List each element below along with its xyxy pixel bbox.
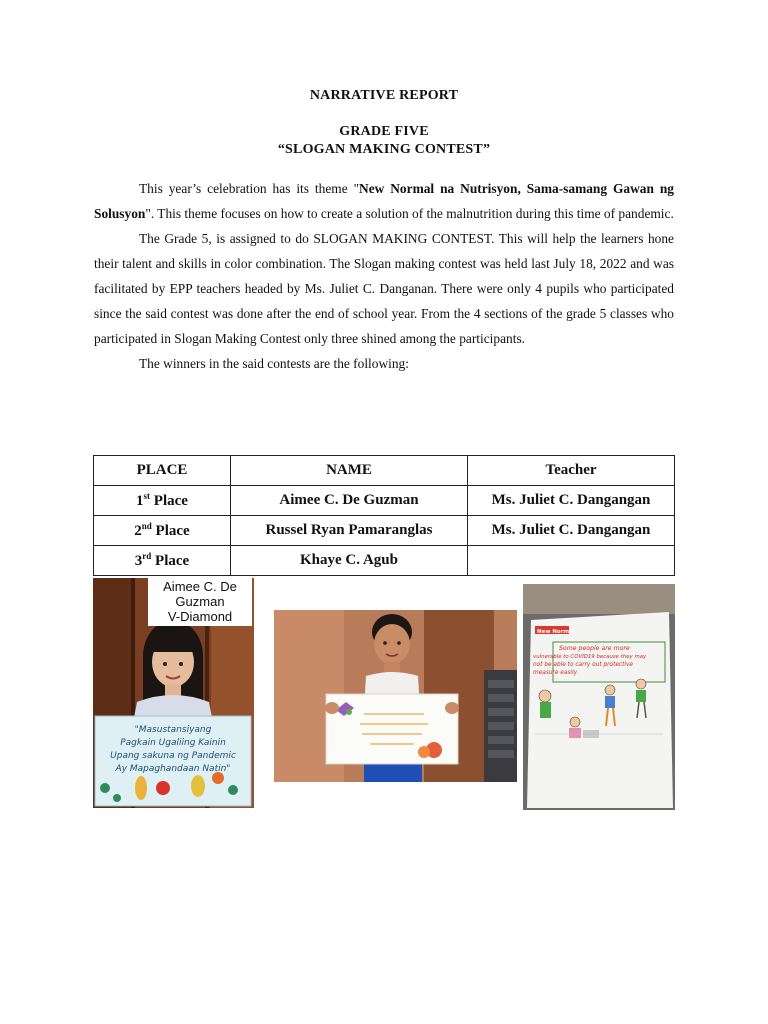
paragraph-theme <box>94 176 674 226</box>
teacher-cell <box>468 546 675 576</box>
place-cell: 2nd Place <box>94 516 231 546</box>
paragraph-assignment: The Grade 5, is assigned to do SLOGAN MAKING CONTEST. This will help the learners hone their talent and skills in color combination. The Slogan making contest was held last July 18, 2022 and was facilitated by EPP teachers headed by Ms. Juliet C. Danganan. There were only 4 pupils who participated since the said contest was done after the end of school year. From the 4 sections of the grade 5 classes who participated in Slogan Making Contest only three shined among the participants. <box>94 231 674 346</box>
theme-intro: This year’s celebration has its theme " <box>139 181 360 196</box>
winner-photo-1 <box>93 578 254 808</box>
winner-photo-3 <box>523 584 675 810</box>
theme-name: New Normal na Nutrisyon, Sama-samang Gawan ng Solusyon <box>94 181 675 221</box>
winners-table <box>93 455 675 576</box>
svg-text:vulnerable to COVID19 because: vulnerable to COVID19 because they may <box>533 654 647 660</box>
name-cell: Khaye C. Agub <box>231 546 468 576</box>
photo-caption: Aimee C. De Guzman V-Diamond <box>148 578 252 626</box>
header-name: NAME <box>231 456 468 486</box>
svg-text:Ay Mapaghandaan Natin": Ay Mapaghandaan Natin" <box>115 764 231 774</box>
svg-text:measure easily: measure easily <box>533 670 578 676</box>
grade-heading: GRADE FIVE <box>339 124 429 139</box>
table-row <box>94 486 675 516</box>
svg-text:Pagkain Ugaliing Kainin: Pagkain Ugaliing Kainin <box>120 738 226 748</box>
name-cell: Aimee C. De Guzman <box>231 486 468 516</box>
svg-text:Upang sakuna ng Pandemic: Upang sakuna ng Pandemic <box>110 751 236 761</box>
report-title: NARRATIVE REPORT <box>309 88 459 103</box>
contest-heading: “SLOGAN MAKING CONTEST” <box>277 142 491 157</box>
paragraph-winners-intro: The winners in the said contests are the following: <box>139 356 409 371</box>
table-header-row <box>94 456 675 486</box>
teacher-cell: Ms. Juliet C. Dangangan <box>468 516 675 546</box>
svg-text:Some people are more: Some people are more <box>559 645 630 652</box>
table-row <box>94 516 675 546</box>
table-row <box>94 546 675 576</box>
header-teacher: Teacher <box>468 456 675 486</box>
header-place: PLACE <box>94 456 231 486</box>
svg-text:New Normal: New Normal <box>537 629 575 635</box>
svg-text:"Masustansiyang: "Masustansiyang <box>134 725 212 735</box>
report-body <box>94 176 674 376</box>
name-cell: Russel Ryan Pamaranglas <box>231 516 468 546</box>
boy-with-poster-image <box>274 610 517 782</box>
slogan-poster-image <box>523 584 675 810</box>
theme-rest: ". This theme focuses on how to create a solution of the malnutrition during this time of pandemic. <box>145 206 674 221</box>
svg-text:not be able to carry out prote: not be able to carry out protective <box>533 662 633 668</box>
teacher-cell: Ms. Juliet C. Dangangan <box>468 486 675 516</box>
place-cell: 1st Place <box>94 486 231 516</box>
winner-photo-2 <box>274 610 517 782</box>
place-cell: 3rd Place <box>94 546 231 576</box>
